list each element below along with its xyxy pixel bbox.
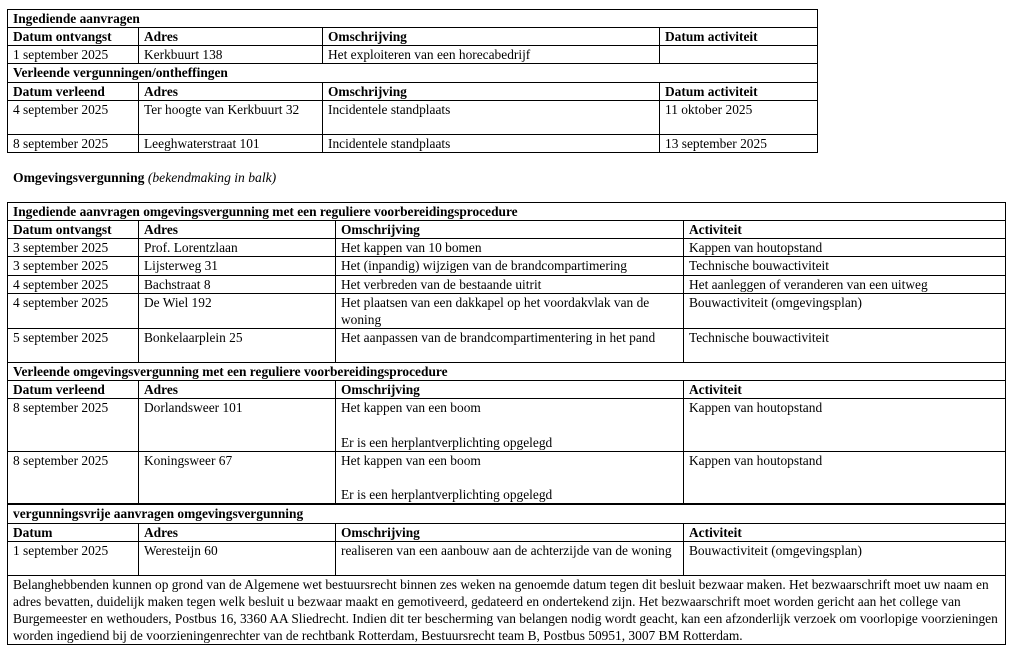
table-header-row <box>8 82 818 100</box>
table-header-row <box>8 221 1006 239</box>
table-cell: Bouwactiviteit (omgevingsplan) <box>684 541 1006 575</box>
table-cell: 8 september 2025 <box>8 399 139 451</box>
table-cell: Het kappen van een boom Er is een herplantverplichting opgelegd <box>336 451 684 504</box>
section-title: Ingediende aanvragen omgevingsvergunning met een reguliere voorbereidingsprocedure <box>8 203 1006 221</box>
column-header: Omschrijving <box>336 523 684 541</box>
table-cell: 1 september 2025 <box>8 541 139 575</box>
table-cell: Bouwactiviteit (omgevingsplan) <box>684 293 1006 328</box>
municipal-permits-table <box>7 9 818 153</box>
column-header: Activiteit <box>684 221 1006 239</box>
table-row <box>8 257 1006 275</box>
section-title: Verleende vergunningen/ontheffingen <box>8 64 818 82</box>
column-header: Omschrijving <box>323 28 660 46</box>
table-cell: Technische bouwactiviteit <box>684 257 1006 275</box>
table-cell: Prof. Lorentzlaan <box>139 239 336 257</box>
section-title: vergunningsvrije aanvragen omgevingsvergunning <box>8 504 1006 523</box>
column-header: Adres <box>139 221 336 239</box>
table-cell: Leeghwaterstraat 101 <box>139 134 323 152</box>
table-cell: Het kappen van een boom Er is een herplantverplichting opgelegd <box>336 399 684 451</box>
section-title-row <box>8 203 1006 221</box>
column-header: Datum <box>8 523 139 541</box>
column-header: Omschrijving <box>336 221 684 239</box>
table-row <box>8 100 818 134</box>
table-row <box>8 329 1006 363</box>
table-cell: Kerkbuurt 138 <box>139 46 323 64</box>
section-title: Ingediende aanvragen <box>8 10 818 28</box>
column-header: Datum activiteit <box>660 82 818 100</box>
table-cell: Het aanleggen of veranderen van een uitweg <box>684 275 1006 293</box>
table-cell: Ter hoogte van Kerkbuurt 32 <box>139 100 323 134</box>
heading-note: (bekendmaking in balk) <box>147 170 277 185</box>
table-cell: Incidentele standplaats <box>323 100 660 134</box>
table-cell: 1 september 2025 <box>8 46 139 64</box>
column-header: Adres <box>139 523 336 541</box>
table-header-row <box>8 28 818 46</box>
table-cell: Het exploiteren van een horecabedrijf <box>323 46 660 64</box>
section-title-row <box>8 10 818 28</box>
table-cell: Bonkelaarplein 25 <box>139 329 336 363</box>
column-header: Datum ontvangst <box>8 28 139 46</box>
section-heading <box>13 169 276 186</box>
environmental-permits-table <box>7 202 1006 645</box>
table-cell: 3 september 2025 <box>8 239 139 257</box>
table-cell: Het plaatsen van een dakkapel op het voordakvlak van de woning <box>336 293 684 328</box>
column-header: Activiteit <box>684 381 1006 399</box>
column-header: Datum activiteit <box>660 28 818 46</box>
column-header: Omschrijving <box>323 82 660 100</box>
legal-notice: Belanghebbenden kunnen op grond van de Algemene wet bestuursrecht binnen zes weken na genoemde datum tegen dit besluit bezwaar maken. Het bezwaarschrift moet uw naam en adres bevatten, duidelijk maken tegen welk besluit u bezwaar maakt en gemotiveerd, gedateerd en ondertekend zijn. Het bezwaarschrift moet worden gericht aan het college van Burgemeester en wethouders, Postbus 16, 3360 AA Sliedrecht. Indien dit ter bescherming van belangen nodig wordt geacht, kan een afzonderlijk verzoek om voorlopige voorzieningen worden ingediend bij de voorzieningenrechter van de rechtbank Rotterdam, Bestuursrecht team B, Postbus 50951, 3007 BM Rotterdam. <box>8 575 1006 645</box>
table-row <box>8 134 818 152</box>
table-row <box>8 451 1006 504</box>
table-row <box>8 46 818 64</box>
table-cell: 3 september 2025 <box>8 257 139 275</box>
column-header: Datum verleend <box>8 82 139 100</box>
table-cell: Lijsterweg 31 <box>139 257 336 275</box>
table-row <box>8 399 1006 451</box>
table-row <box>8 275 1006 293</box>
table-cell: Kappen van houtopstand <box>684 451 1006 504</box>
table-cell: Kappen van houtopstand <box>684 399 1006 451</box>
table-cell: 8 september 2025 <box>8 451 139 504</box>
table-cell: 8 september 2025 <box>8 134 139 152</box>
table-cell: Het verbreden van de bestaande uitrit <box>336 275 684 293</box>
table-cell: Bachstraat 8 <box>139 275 336 293</box>
column-header: Omschrijving <box>336 381 684 399</box>
table-header-row <box>8 381 1006 399</box>
table-cell: Het aanpassen van de brandcompartimentering in het pand <box>336 329 684 363</box>
section-title-row <box>8 64 818 82</box>
column-header: Adres <box>139 28 323 46</box>
table-cell: 5 september 2025 <box>8 329 139 363</box>
table-cell: 4 september 2025 <box>8 293 139 328</box>
table-row <box>8 293 1006 328</box>
column-header: Datum ontvangst <box>8 221 139 239</box>
table-header-row <box>8 523 1006 541</box>
footer-row <box>8 575 1006 645</box>
column-header: Datum verleend <box>8 381 139 399</box>
section-title-row <box>8 504 1006 523</box>
table-row <box>8 239 1006 257</box>
table-cell: Het (inpandig) wijzigen van de brandcompartimering <box>336 257 684 275</box>
column-header: Adres <box>139 82 323 100</box>
table-cell: Technische bouwactiviteit <box>684 329 1006 363</box>
table-cell: Het kappen van 10 bomen <box>336 239 684 257</box>
table-cell: Koningsweer 67 <box>139 451 336 504</box>
table-cell: Weresteijn 60 <box>139 541 336 575</box>
table-cell: Incidentele standplaats <box>323 134 660 152</box>
column-header: Activiteit <box>684 523 1006 541</box>
table-cell: Kappen van houtopstand <box>684 239 1006 257</box>
section-title-row <box>8 363 1006 381</box>
table-cell: 11 oktober 2025 <box>660 100 818 134</box>
column-header: Adres <box>139 381 336 399</box>
table-cell: 4 september 2025 <box>8 100 139 134</box>
table-cell: 13 september 2025 <box>660 134 818 152</box>
table-cell: 4 september 2025 <box>8 275 139 293</box>
table-cell: De Wiel 192 <box>139 293 336 328</box>
heading-title: Omgevingsvergunning <box>13 170 145 185</box>
table-cell: realiseren van een aanbouw aan de achterzijde van de woning <box>336 541 684 575</box>
table-cell <box>660 46 818 64</box>
table-cell: Dorlandsweer 101 <box>139 399 336 451</box>
table-row <box>8 541 1006 575</box>
section-title: Verleende omgevingsvergunning met een reguliere voorbereidingsprocedure <box>8 363 1006 381</box>
